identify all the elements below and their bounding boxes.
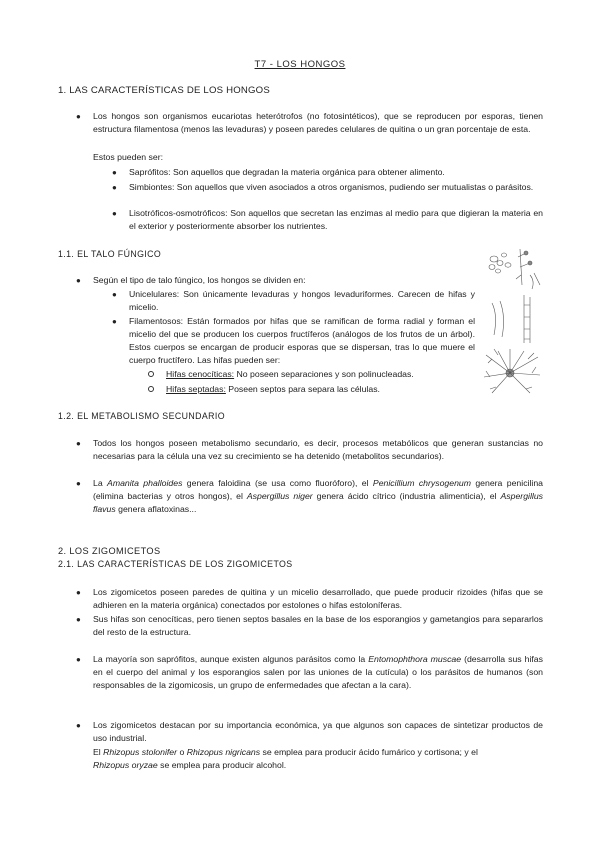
text-span: genera penicilina (elimina bacterias y otros hongos), el (93, 478, 543, 501)
hifas-cenociticas-label: Hifas cenocíticas: (166, 369, 235, 379)
section-1-lead: Estos pueden ser: (93, 152, 164, 162)
hifas-septadas-text: Poseen septos para separa las células. (225, 384, 380, 394)
talo-unicelulares: Unicelulares: Son únicamente levaduras y hongos levaduriformes. Carecen de hifas y micelio. (129, 289, 475, 312)
heading-section-2: 2. LOS ZIGOMICETOS (58, 546, 161, 556)
bullet-icon: ● (76, 655, 81, 664)
hifas-cenociticas-text: No poseen separaciones y son polinucleadas. (234, 369, 414, 379)
heading-section-1: 1. LAS CARACTERÍSTICAS DE LOS HONGOS (58, 85, 270, 96)
zigo-b4: Los zigomicetos destacan por su importancia económica, ya que algunos son capaces de sintetizar productos de uso industrial. (93, 720, 543, 743)
talo-filamentosos: Filamentosos: Están formados por hifas que se ramifican de forma radial y forman el micelio del que se producen los cuerpos fructíferos (análogos de los frutos de un árbol). Estos cuerpos se encargan de producir esporas que se dispersan, tras lo que muere el cuerpo fructífero. Las hifas pueden ser: (129, 316, 475, 365)
bullet-icon: ● (112, 183, 117, 192)
heading-section-1-1: 1.1. EL TALO FÚNGICO (58, 249, 162, 259)
text-span: La mayoría son saprófitos, aunque existen algunos parásitos como la (93, 654, 369, 664)
bullet-icon: ● (76, 615, 81, 624)
heading-section-2-1: 2.1. LAS CARACTERÍSTICAS DE LOS ZIGOMICETOS (58, 559, 293, 569)
zigo-b4-line2 (93, 746, 543, 759)
metabolismo-p2 (93, 477, 543, 516)
fungal-thallus-illustration (480, 245, 546, 395)
species-name: Entomophthora muscae (368, 654, 462, 664)
text-span: se emplea para producir ácido fumárico y cortisona; y el (260, 747, 478, 757)
species-name: Rhizopus nigricans (186, 747, 261, 757)
metabolismo-p1: Todos los hongos poseen metabolismo secundario, es decir, procesos metabólicos que generan sustancias no necesarias para la célula una vez su crecimiento se ha detenido (metabolitos secundarios). (93, 438, 543, 461)
species-name: Aspergillus flavus (93, 491, 543, 514)
bullet-icon: ● (76, 721, 81, 730)
hifas-septadas-label: Hifas septadas: (166, 384, 226, 394)
page-title: T7 - LOS HONGOS (254, 59, 346, 70)
bullet-icon: ● (76, 588, 81, 597)
heading-section-1-2: 1.2. EL METABOLISMO SECUNDARIO (58, 411, 225, 421)
hifas-cenociticas (166, 368, 486, 381)
zigo-b3 (93, 653, 543, 692)
bullet-icon: ● (76, 439, 81, 448)
section-1-intro: Los hongos son organismos eucariotas heterótrofos (no fotosintéticos), que se reproducen por esporas, tienen estructura filamentosa (menos las levaduras) y poseen paredes celulares de quitina o un gran porcentaje de esta. (93, 111, 543, 134)
bullet-icon: ● (76, 479, 81, 488)
text-span: genera faloidina (se usa como fluoróforo), el (182, 478, 373, 488)
species-name: Rhizopus stolonifer (103, 747, 178, 757)
bullet-icon: ● (76, 276, 81, 285)
species-name: Amanita phalloides (107, 478, 183, 488)
type-simbiontes: Simbiontes: Son aquellos que viven asociados a otros organismos, pudiendo ser mutualistas o parásitos. (129, 182, 534, 192)
text-span: El (93, 747, 104, 757)
text-span: (desarrolla sus hifas en el cuerpo del animal y los esporangios salen por las uniones de la cutícula) o los parásitos de humanos (son responsables de la zigomicosis, un grupo de enfermedades que afectan a la cara). (93, 654, 543, 690)
zigo-b4-line3 (93, 759, 543, 772)
species-name: Aspergillus niger (246, 491, 313, 501)
type-lisotroficos: Lisotróficos-osmotróficos: Son aquellos que secretan las enzimas al medio para que digieran la materia en el exterior y posteriormente absorber los nutrientes. (129, 208, 543, 231)
bullet-icon: ● (112, 168, 117, 177)
circle-bullet-icon (148, 371, 154, 377)
bullet-icon: ● (112, 209, 117, 218)
bullet-icon: ● (112, 290, 117, 299)
species-name: Rhizopus oryzae (93, 760, 158, 770)
circle-bullet-icon (148, 386, 154, 392)
text-span: se emplea para producir alcohol. (157, 760, 287, 770)
species-name: Penicillium chrysogenum (372, 478, 471, 488)
type-saprofitos: Saprófitos: Son aquellos que degradan la materia orgánica para obtener alimento. (129, 167, 445, 177)
text-span: genera aflatoxinas... (115, 504, 197, 514)
hifas-septadas (166, 383, 486, 396)
text-span: o (177, 747, 187, 757)
text-span: La (93, 478, 108, 488)
talo-intro: Según el tipo de talo fúngico, los hongos se dividen en: (93, 275, 306, 285)
zigo-b1: Los zigomicetos poseen paredes de quitina y un micelio desarrollado, que puede producir rizoides (hifas que se adhieren en la materia orgánica) conectados por estolones o hifas estoloníferas. (93, 587, 543, 610)
zigo-b2: Sus hifas son cenocíticas, pero tienen septos basales en la base de los esporangios y gametangios para separarlos del resto de la estructura. (93, 614, 543, 637)
bullet-icon: ● (112, 317, 117, 326)
bullet-icon: ● (76, 112, 81, 121)
text-span: genera ácido cítrico (industria alimenticia), el (312, 491, 501, 501)
